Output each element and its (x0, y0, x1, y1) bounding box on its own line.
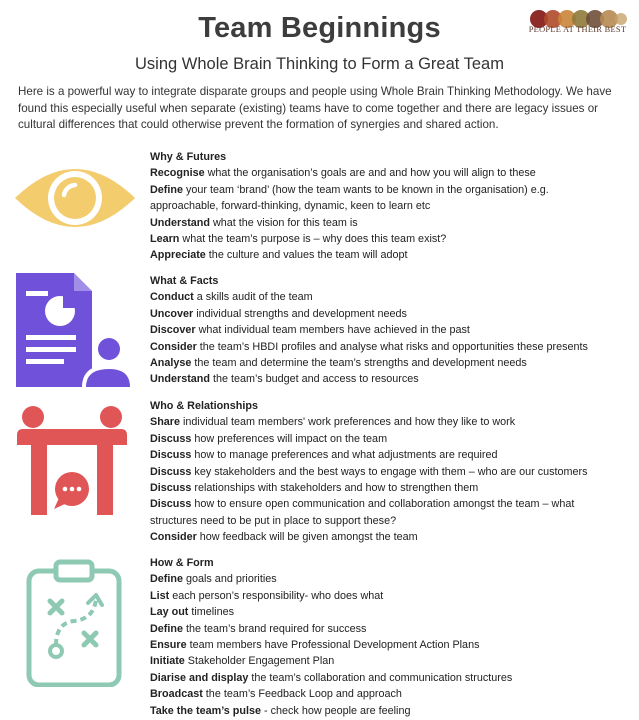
list-item: Discuss how preferences will impact on the team (150, 432, 388, 445)
section-who-relationships (150, 398, 635, 546)
list-item: structures need to be put in place to support these? (150, 514, 397, 527)
section-how-form (150, 555, 635, 719)
list-item: Define the team’s brand required for success (150, 622, 367, 635)
eye-icon (12, 158, 138, 238)
list-item: Take the team’s pulse - check how people are feeling (150, 704, 411, 717)
list-item: Discover what individual team members have achieved in the past (150, 324, 470, 337)
section-heading: How & Form (150, 557, 214, 569)
list-item: Diarise and display the team’s collaboration and communication structures (150, 671, 513, 684)
list-item: Ensure team members have Professional Development Action Plans (150, 639, 480, 652)
list-item: Recognise what the organisation’s goals are and and how you will align to these (150, 167, 536, 180)
list-item: Consider how feedback will be given amongst the team (150, 531, 418, 544)
list-item: Define your team ‘brand’ (how the team wants to be known in the organisation) e.g. (150, 183, 549, 196)
list-item: Share individual team members' work preferences and how they like to work (150, 416, 516, 429)
list-item: Understand what the vision for this team is (150, 216, 358, 229)
list-item: List each person’s responsibility- who does what (150, 589, 384, 602)
list-item: Lay out timelines (150, 606, 234, 619)
clipboard-plan-icon (26, 559, 122, 687)
page-subtitle: Using Whole Brain Thinking to Form a Great Team (135, 55, 504, 73)
list-item: Define goals and priorities (150, 573, 277, 586)
people-chat-icon (13, 405, 131, 517)
list-item: Learn what the team’s purpose is – why does this team exist? (150, 233, 447, 246)
page-title: Team Beginnings (198, 12, 441, 44)
list-item: Uncover individual strengths and development needs (150, 307, 407, 320)
section-heading: Why & Futures (150, 151, 227, 163)
report-person-icon (16, 273, 134, 389)
list-item: Consider the team’s HBDI profiles and analyse what risks and opportunities these presents (150, 340, 588, 353)
section-heading: Who & Relationships (150, 400, 258, 412)
list-item: Discuss key stakeholders and the best ways to engage with them – who are our customers (150, 465, 588, 478)
list-item: Broadcast the team’s Feedback Loop and approach (150, 688, 402, 701)
list-item: Conduct a skills audit of the team (150, 291, 313, 304)
list-item: Analyse the team and determine the team’s strengths and development needs (150, 357, 527, 370)
list-item: Understand the team’s budget and access to resources (150, 373, 419, 386)
section-why-futures (150, 149, 635, 264)
list-item: Discuss relationships with stakeholders and how to strengthen them (150, 482, 479, 495)
intro-paragraph: Here is a powerful way to integrate disparate groups and people using Whole Brain Thinking Methodology. We have found this especially useful when separate (existing) teams have to come together and there are legacy issues or cultural differences that could otherwise prevent the formation of synergies and shared action. (18, 85, 612, 131)
list-item: approachable, forward-thinking, dynamic, keen to learn etc (150, 200, 431, 213)
list-item: Initiate Stakeholder Engagement Plan (150, 655, 335, 668)
section-what-facts (150, 273, 635, 388)
list-item: Discuss how to ensure open communication and collaboration amongst the team – what (150, 498, 575, 511)
section-heading: What & Facts (150, 275, 219, 287)
list-item: Discuss how to manage preferences and what adjustments are required (150, 449, 498, 462)
logo-text: PEOPLE AT THEIR BEST (528, 25, 627, 34)
list-item: Appreciate the culture and values the team will adopt (150, 249, 408, 262)
